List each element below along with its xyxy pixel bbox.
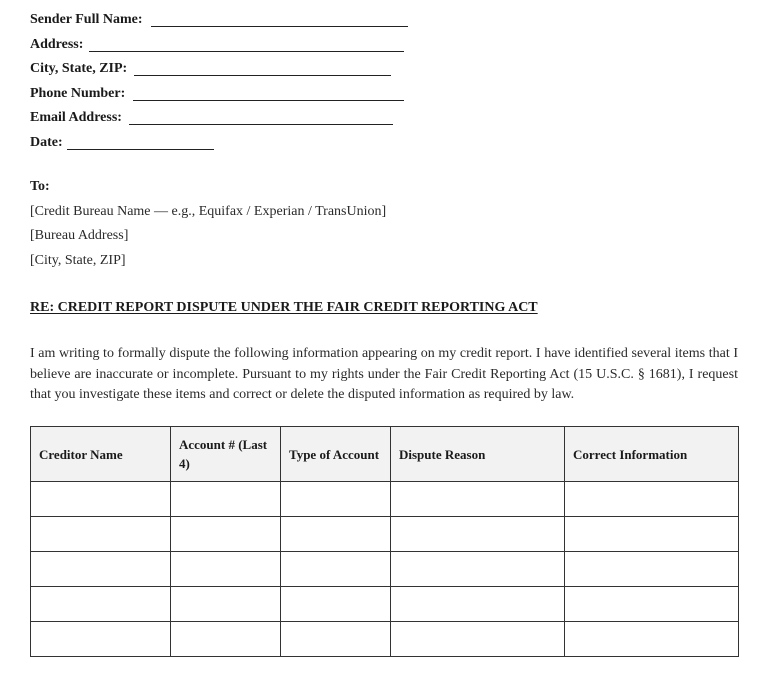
sender-name-field[interactable] — [30, 10, 143, 30]
table-cell[interactable] — [565, 482, 739, 517]
table-cell[interactable] — [171, 482, 281, 517]
field-label: Phone Number: — [30, 86, 126, 101]
blank-line[interactable] — [133, 100, 404, 101]
city-state-zip-field[interactable] — [30, 59, 127, 79]
table-cell[interactable] — [281, 622, 391, 657]
column-header-correct-info: Correct Information — [565, 427, 739, 482]
table-cell[interactable] — [391, 622, 565, 657]
table-cell[interactable] — [31, 552, 171, 587]
column-header-account: Account # (Last 4) — [171, 427, 281, 482]
address-field[interactable] — [30, 35, 83, 55]
table-cell[interactable] — [31, 622, 171, 657]
table-cell[interactable] — [171, 587, 281, 622]
column-header-creditor: Creditor Name — [31, 427, 171, 482]
recipient-line: [Credit Bureau Name — e.g., Equifax / Experian / TransUnion] — [30, 204, 387, 219]
table-row — [31, 517, 739, 552]
blank-line[interactable] — [67, 149, 214, 150]
table-cell[interactable] — [565, 552, 739, 587]
table-cell[interactable] — [281, 517, 391, 552]
column-header-type: Type of Account — [281, 427, 391, 482]
table-cell[interactable] — [31, 587, 171, 622]
field-label: Address: — [30, 37, 84, 52]
table-header-row — [31, 427, 739, 482]
blank-line[interactable] — [129, 124, 393, 125]
table-cell[interactable] — [281, 552, 391, 587]
table-cell[interactable] — [31, 482, 171, 517]
field-label: Date: — [30, 135, 63, 150]
recipient-label: To: — [30, 179, 50, 194]
field-label: City, State, ZIP: — [30, 61, 128, 76]
phone-field[interactable] — [30, 84, 125, 104]
blank-line[interactable] — [89, 51, 404, 52]
table-cell[interactable] — [391, 587, 565, 622]
table-cell[interactable] — [281, 587, 391, 622]
table-cell[interactable] — [171, 517, 281, 552]
table-cell[interactable] — [281, 482, 391, 517]
table-cell[interactable] — [565, 622, 739, 657]
blank-line[interactable] — [151, 26, 408, 27]
table-cell[interactable] — [31, 517, 171, 552]
body-paragraph: I am writing to formally dispute the following information appearing on my credit report. I have identified several items that I believe are inaccurate or incomplete. Pursuant to my rights under the Fair Credit Reporting Act (15 U.S.C. § 1681), I request that you investigate these items and correct or delete the disputed information as required by law. — [30, 346, 738, 402]
table-row — [31, 587, 739, 622]
table-cell[interactable] — [391, 517, 565, 552]
subject-heading: RE: CREDIT REPORT DISPUTE UNDER THE FAIR CREDIT REPORTING ACT — [30, 300, 538, 315]
table-cell[interactable] — [171, 552, 281, 587]
table-row — [31, 482, 739, 517]
dispute-table — [30, 426, 739, 657]
table-row — [31, 622, 739, 657]
table-cell[interactable] — [391, 552, 565, 587]
field-label: Email Address: — [30, 110, 122, 125]
table-cell[interactable] — [391, 482, 565, 517]
date-field[interactable] — [30, 133, 63, 153]
field-label: Sender Full Name: — [30, 12, 143, 27]
email-field[interactable] — [30, 108, 122, 128]
column-header-reason: Dispute Reason — [391, 427, 565, 482]
table-cell[interactable] — [565, 517, 739, 552]
recipient-line: [Bureau Address] — [30, 228, 129, 243]
table-cell[interactable] — [171, 622, 281, 657]
blank-line[interactable] — [134, 75, 391, 76]
table-row — [31, 552, 739, 587]
recipient-line: [City, State, ZIP] — [30, 253, 126, 268]
table-cell[interactable] — [565, 587, 739, 622]
